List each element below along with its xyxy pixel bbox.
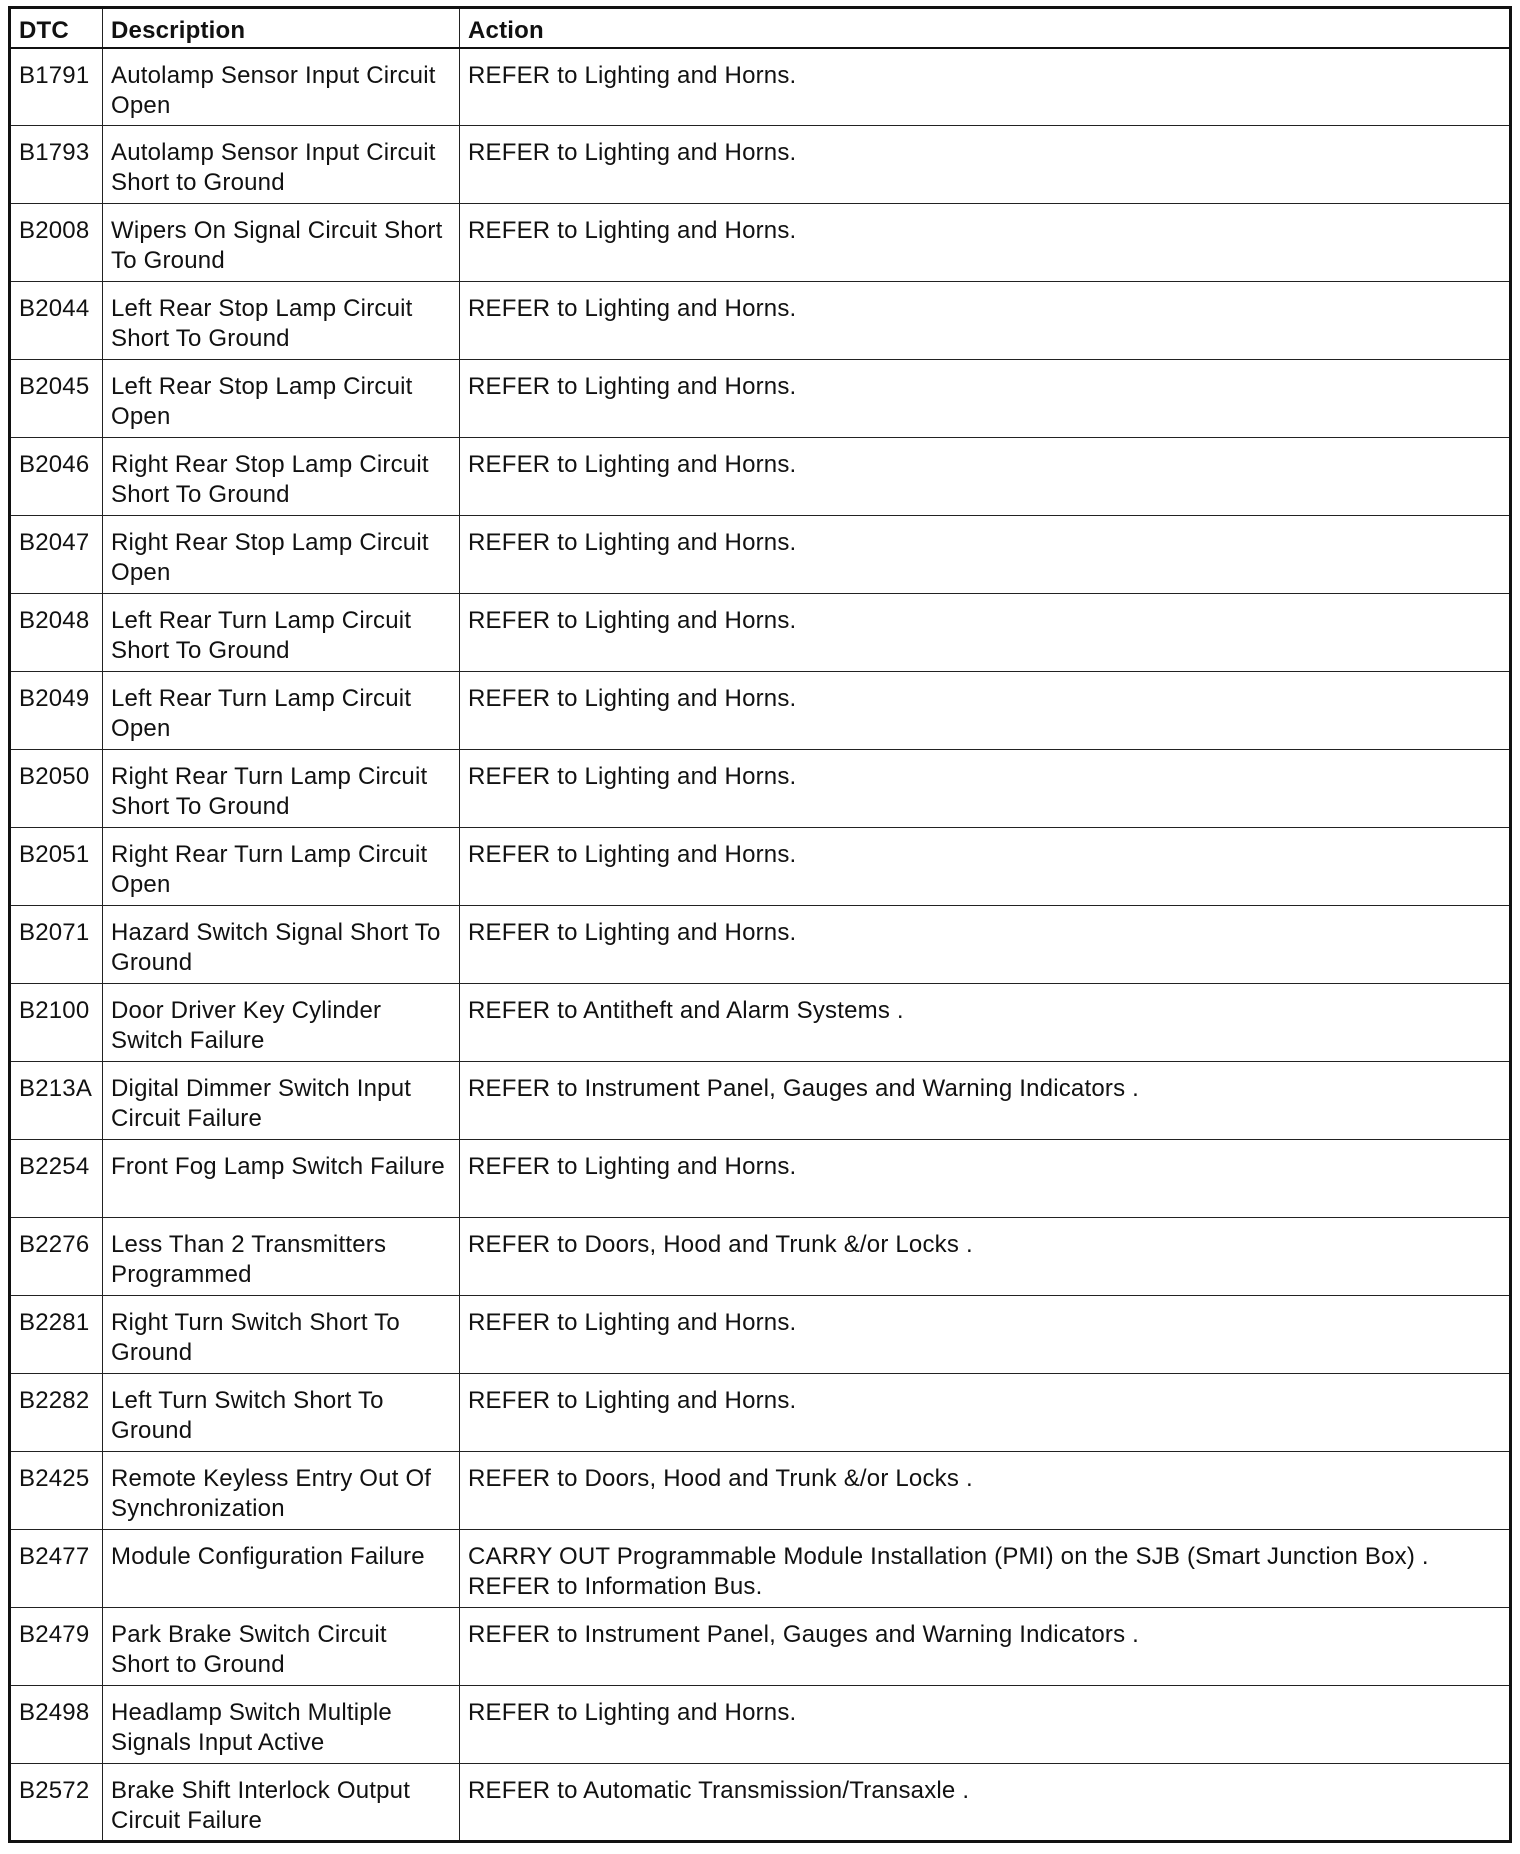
dtc-code: B2049 (10, 672, 103, 750)
dtc-description: Right Rear Turn Lamp Circuit Open (103, 828, 460, 906)
dtc-action: REFER to Lighting and Horns. (460, 750, 1511, 828)
dtc-description: Remote Keyless Entry Out Of Synchronization (103, 1452, 460, 1530)
dtc-description: Left Rear Turn Lamp Circuit Short To Ground (103, 594, 460, 672)
dtc-description: Right Rear Turn Lamp Circuit Short To Ground (103, 750, 460, 828)
table-row (10, 126, 1511, 204)
dtc-code: B2498 (10, 1686, 103, 1764)
dtc-description: Left Rear Turn Lamp Circuit Open (103, 672, 460, 750)
table-row (10, 1608, 1511, 1686)
dtc-description: Park Brake Switch Circuit Short to Ground (103, 1608, 460, 1686)
dtc-description: Left Rear Stop Lamp Circuit Open (103, 360, 460, 438)
table-row (10, 1686, 1511, 1764)
dtc-action: REFER to Instrument Panel, Gauges and Warning Indicators . (460, 1062, 1511, 1140)
dtc-code: B2572 (10, 1764, 103, 1842)
dtc-action: REFER to Lighting and Horns. (460, 1296, 1511, 1374)
dtc-code: B213A (10, 1062, 103, 1140)
dtc-description: Autolamp Sensor Input Circuit Open (103, 48, 460, 126)
table-row (10, 906, 1511, 984)
table-header (10, 8, 1511, 48)
dtc-code: B1791 (10, 48, 103, 126)
table-row (10, 984, 1511, 1062)
dtc-description: Autolamp Sensor Input Circuit Short to Ground (103, 126, 460, 204)
dtc-table (8, 6, 1512, 1843)
dtc-code: B2071 (10, 906, 103, 984)
table-row (10, 1764, 1511, 1842)
dtc-description: Front Fog Lamp Switch Failure (103, 1140, 460, 1218)
dtc-code: B2100 (10, 984, 103, 1062)
dtc-description: Right Rear Stop Lamp Circuit Short To Ground (103, 438, 460, 516)
table-row (10, 750, 1511, 828)
table-row (10, 360, 1511, 438)
dtc-action: REFER to Lighting and Horns. (460, 906, 1511, 984)
dtc-code: B2425 (10, 1452, 103, 1530)
table-row (10, 594, 1511, 672)
dtc-action: REFER to Automatic Transmission/Transaxle . (460, 1764, 1511, 1842)
dtc-action: REFER to Lighting and Horns. (460, 516, 1511, 594)
dtc-code: B2051 (10, 828, 103, 906)
dtc-description: Left Turn Switch Short To Ground (103, 1374, 460, 1452)
table-body (10, 48, 1511, 1842)
table-row (10, 204, 1511, 282)
dtc-action: REFER to Antitheft and Alarm Systems . (460, 984, 1511, 1062)
header-dtc: DTC (10, 8, 103, 48)
dtc-code: B2008 (10, 204, 103, 282)
dtc-description: Less Than 2 Transmitters Programmed (103, 1218, 460, 1296)
table-row (10, 282, 1511, 360)
dtc-action: REFER to Lighting and Horns. (460, 48, 1511, 126)
dtc-action: REFER to Lighting and Horns. (460, 672, 1511, 750)
dtc-action: REFER to Lighting and Horns. (460, 438, 1511, 516)
dtc-action: REFER to Lighting and Horns. (460, 828, 1511, 906)
dtc-code: B2050 (10, 750, 103, 828)
dtc-code: B2281 (10, 1296, 103, 1374)
table-row (10, 516, 1511, 594)
dtc-action: REFER to Doors, Hood and Trunk &/or Locks . (460, 1452, 1511, 1530)
dtc-code: B2276 (10, 1218, 103, 1296)
dtc-description: Module Configuration Failure (103, 1530, 460, 1608)
dtc-description: Wipers On Signal Circuit Short To Ground (103, 204, 460, 282)
header-row (10, 8, 1511, 48)
header-action: Action (460, 8, 1511, 48)
table-row (10, 438, 1511, 516)
table-row (10, 1140, 1511, 1218)
table-row (10, 48, 1511, 126)
header-description: Description (103, 8, 460, 48)
dtc-description: Digital Dimmer Switch Input Circuit Failure (103, 1062, 460, 1140)
dtc-action: REFER to Lighting and Horns. (460, 1140, 1511, 1218)
dtc-action: CARRY OUT Programmable Module Installation (PMI) on the SJB (Smart Junction Box) . REFER to Information Bus. (460, 1530, 1511, 1608)
table-row (10, 1062, 1511, 1140)
dtc-description: Left Rear Stop Lamp Circuit Short To Ground (103, 282, 460, 360)
table-row (10, 672, 1511, 750)
dtc-code: B2477 (10, 1530, 103, 1608)
dtc-description: Right Turn Switch Short To Ground (103, 1296, 460, 1374)
table-row (10, 1218, 1511, 1296)
table-row (10, 1530, 1511, 1608)
table-row (10, 828, 1511, 906)
dtc-description: Headlamp Switch Multiple Signals Input Active (103, 1686, 460, 1764)
dtc-action: REFER to Lighting and Horns. (460, 594, 1511, 672)
dtc-action: REFER to Lighting and Horns. (460, 1374, 1511, 1452)
table-row (10, 1296, 1511, 1374)
table-row (10, 1452, 1511, 1530)
dtc-code: B2046 (10, 438, 103, 516)
dtc-code: B2044 (10, 282, 103, 360)
dtc-code: B2282 (10, 1374, 103, 1452)
dtc-action: REFER to Lighting and Horns. (460, 126, 1511, 204)
dtc-action: REFER to Instrument Panel, Gauges and Warning Indicators . (460, 1608, 1511, 1686)
dtc-action: REFER to Lighting and Horns. (460, 282, 1511, 360)
dtc-description: Brake Shift Interlock Output Circuit Failure (103, 1764, 460, 1842)
dtc-action: REFER to Lighting and Horns. (460, 360, 1511, 438)
dtc-code: B2254 (10, 1140, 103, 1218)
dtc-description: Hazard Switch Signal Short To Ground (103, 906, 460, 984)
table-row (10, 1374, 1511, 1452)
dtc-code: B2479 (10, 1608, 103, 1686)
dtc-description: Right Rear Stop Lamp Circuit Open (103, 516, 460, 594)
dtc-action: REFER to Lighting and Horns. (460, 1686, 1511, 1764)
dtc-description: Door Driver Key Cylinder Switch Failure (103, 984, 460, 1062)
dtc-code: B1793 (10, 126, 103, 204)
dtc-code: B2048 (10, 594, 103, 672)
dtc-action: REFER to Lighting and Horns. (460, 204, 1511, 282)
dtc-action: REFER to Doors, Hood and Trunk &/or Locks . (460, 1218, 1511, 1296)
dtc-code: B2047 (10, 516, 103, 594)
dtc-code: B2045 (10, 360, 103, 438)
